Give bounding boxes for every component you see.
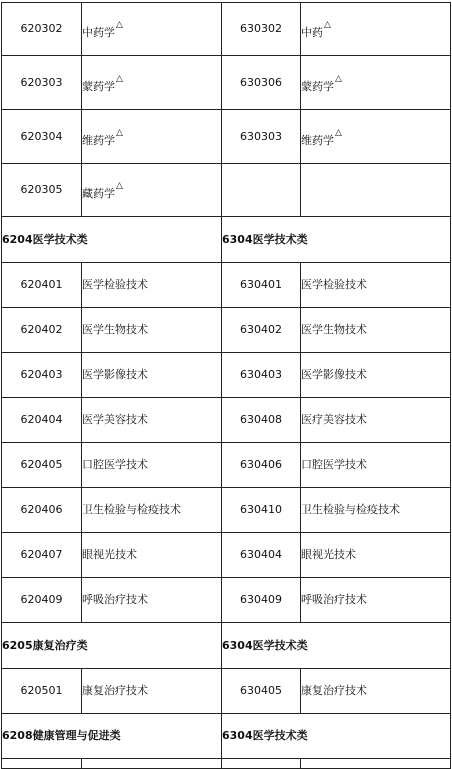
name-cell-left xyxy=(82,533,222,578)
major-name: 眼视光技术 xyxy=(82,548,137,561)
code-cell-right: 630306 xyxy=(222,56,301,110)
major-name: 医学检验技术 xyxy=(82,278,148,291)
table-row xyxy=(2,3,451,56)
name-cell-left xyxy=(82,443,222,488)
major-name: 口腔医学技术 xyxy=(82,458,148,471)
major-name: 呼吸治疗技术 xyxy=(301,593,367,606)
code-cell-left xyxy=(2,759,82,769)
category-cell-left: 6208健康管理与促进类 xyxy=(2,714,222,759)
major-name: 医学生物技术 xyxy=(82,323,148,336)
major-name: 中药 xyxy=(301,26,323,39)
code-cell-right: 630403 xyxy=(222,353,301,398)
table-body xyxy=(2,3,451,769)
code-cell-left: 620501 xyxy=(2,669,82,714)
code-cell-left: 620407 xyxy=(2,533,82,578)
code-cell-left: 620409 xyxy=(2,578,82,623)
table-row xyxy=(2,443,451,488)
major-name: 康复治疗技术 xyxy=(301,684,367,697)
code-cell-right xyxy=(222,759,301,769)
triangle-mark-icon: △ xyxy=(116,73,123,84)
table-row xyxy=(2,759,451,769)
code-cell-right xyxy=(222,164,301,217)
major-name: 藏药学 xyxy=(82,187,115,200)
major-name: 呼吸治疗技术 xyxy=(82,593,148,606)
name-cell-left xyxy=(82,110,222,164)
name-cell-left xyxy=(82,488,222,533)
major-name: 卫生检验与检疫技术 xyxy=(301,503,400,516)
major-name: 康复治疗技术 xyxy=(82,684,148,697)
name-cell-right xyxy=(301,164,451,217)
code-cell-right: 630409 xyxy=(222,578,301,623)
name-cell-left xyxy=(82,308,222,353)
triangle-mark-icon: △ xyxy=(324,20,331,30)
name-cell-left xyxy=(82,578,222,623)
category-cell-left: 6205康复治疗类 xyxy=(2,623,222,669)
major-name: 医疗美容技术 xyxy=(301,413,367,426)
triangle-mark-icon: △ xyxy=(335,127,342,138)
code-cell-right: 630401 xyxy=(222,263,301,308)
triangle-mark-icon: △ xyxy=(116,181,123,191)
major-name: 维药学 xyxy=(82,133,115,147)
name-cell-right xyxy=(301,308,451,353)
name-cell-right xyxy=(301,110,451,164)
code-cell-left: 620406 xyxy=(2,488,82,533)
major-name: 医学美容技术 xyxy=(82,413,148,426)
major-name: 医学影像技术 xyxy=(301,368,367,381)
major-mapping-table xyxy=(1,2,451,769)
name-cell-right xyxy=(301,353,451,398)
major-name: 蒙药学 xyxy=(301,79,334,93)
code-cell-left: 620304 xyxy=(2,110,82,164)
triangle-mark-icon: △ xyxy=(335,73,342,84)
code-cell-left: 620403 xyxy=(2,353,82,398)
name-cell-right xyxy=(301,443,451,488)
code-cell-right: 630302 xyxy=(222,3,301,56)
triangle-mark-icon: △ xyxy=(116,20,123,30)
name-cell-left xyxy=(82,759,222,769)
name-cell-right xyxy=(301,669,451,714)
category-row xyxy=(2,714,451,759)
table-row xyxy=(2,110,451,164)
name-cell-right xyxy=(301,578,451,623)
table-row xyxy=(2,263,451,308)
code-cell-right: 630408 xyxy=(222,398,301,443)
name-cell-right xyxy=(301,263,451,308)
name-cell-left xyxy=(82,56,222,110)
code-cell-right: 630406 xyxy=(222,443,301,488)
category-cell-right: 6304医学技术类 xyxy=(222,217,451,263)
major-name: 医学生物技术 xyxy=(301,323,367,336)
code-cell-left: 620401 xyxy=(2,263,82,308)
code-cell-left: 620302 xyxy=(2,3,82,56)
table-row xyxy=(2,669,451,714)
table-row xyxy=(2,353,451,398)
code-cell-right: 630404 xyxy=(222,533,301,578)
code-cell-right: 630405 xyxy=(222,669,301,714)
major-name: 蒙药学 xyxy=(82,79,115,93)
name-cell-right xyxy=(301,56,451,110)
name-cell-right xyxy=(301,398,451,443)
major-name: 眼视光技术 xyxy=(301,548,356,561)
table-row xyxy=(2,533,451,578)
table-row xyxy=(2,578,451,623)
code-cell-right: 630402 xyxy=(222,308,301,353)
name-cell-left xyxy=(82,398,222,443)
name-cell-right xyxy=(301,759,451,769)
major-name: 维药学 xyxy=(301,133,334,147)
category-cell-right: 6304医学技术类 xyxy=(222,714,451,759)
code-cell-left: 620305 xyxy=(2,164,82,217)
name-cell-left xyxy=(82,263,222,308)
major-name: 医学检验技术 xyxy=(301,278,367,291)
major-name: 卫生检验与检疫技术 xyxy=(82,503,181,516)
name-cell-right xyxy=(301,533,451,578)
category-cell-left: 6204医学技术类 xyxy=(2,217,222,263)
category-cell-right: 6304医学技术类 xyxy=(222,623,451,669)
code-cell-left: 620303 xyxy=(2,56,82,110)
table-row xyxy=(2,56,451,110)
name-cell-left xyxy=(82,164,222,217)
table-row xyxy=(2,488,451,533)
major-name: 医学影像技术 xyxy=(82,368,148,381)
code-cell-left: 620402 xyxy=(2,308,82,353)
table-row xyxy=(2,164,451,217)
code-cell-left: 620405 xyxy=(2,443,82,488)
category-row xyxy=(2,623,451,669)
name-cell-left xyxy=(82,669,222,714)
major-name: 中药学 xyxy=(82,26,115,39)
category-row xyxy=(2,217,451,263)
code-cell-left: 620404 xyxy=(2,398,82,443)
name-cell-left xyxy=(82,353,222,398)
name-cell-left xyxy=(82,3,222,56)
name-cell-right xyxy=(301,3,451,56)
code-cell-right: 630303 xyxy=(222,110,301,164)
major-name: 口腔医学技术 xyxy=(301,458,367,471)
code-cell-right: 630410 xyxy=(222,488,301,533)
triangle-mark-icon: △ xyxy=(116,127,123,138)
table-row xyxy=(2,398,451,443)
name-cell-right xyxy=(301,488,451,533)
table-row xyxy=(2,308,451,353)
